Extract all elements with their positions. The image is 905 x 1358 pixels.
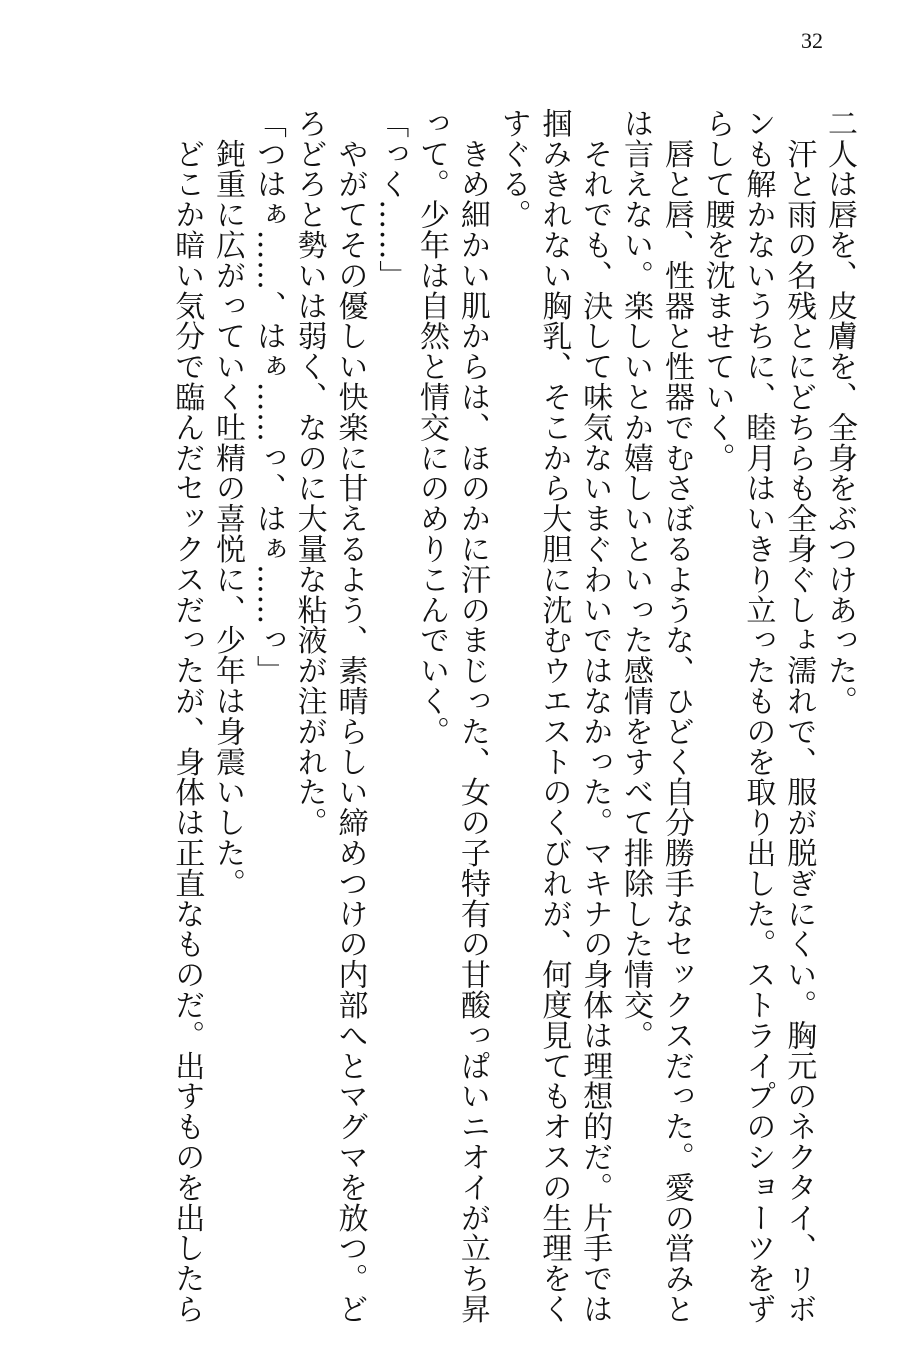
text-line: やがてその優しい快楽に甘えるよう、素晴らしい締めつけの内部へとマグマを放つ。ど	[332, 108, 368, 1324]
text-line: 「つはぁ……、はぁ……っ、はぁ……っ」	[250, 108, 286, 686]
text-line: 掴みきれない胸乳、そこから大胆に沈むウエストのくびれが、何度見てもオスの生理をく	[536, 108, 572, 1324]
text-line: 汗と雨の名残とにどちらも全身ぐしょ濡れで、服が脱ぎにくい。胸元のネクタイ、リボ	[781, 108, 817, 1324]
text-line: 「っく……」	[373, 108, 409, 291]
text-line: ンも解かないうちに、睦月はいきり立ったものを取り出した。ストライプのショーツをず	[740, 108, 776, 1324]
text-line: すぐる。	[495, 108, 531, 230]
text-line: どこか暗い気分で臨んだセックスだったが、身体は正直なものだ。出すものを出したら	[169, 108, 205, 1324]
text-line: 鈍重に広がっていく吐精の喜悦に、少年は身震いした。	[210, 108, 246, 899]
page-number: 32	[801, 28, 823, 53]
text-line: ろどろと勢いは弱く、なのに大量な粘液が注がれた。	[291, 108, 327, 838]
text-line: って。少年は自然と情交にのめりこんでいく。	[414, 108, 450, 747]
text-line: 二人は唇を、皮膚を、全身をぶつけあった。	[822, 108, 857, 716]
body-text	[165, 108, 859, 1324]
text-line: らして腰を沈ませていく。	[699, 108, 735, 473]
text-line: 唇と唇、性器と性器でむさぼるような、ひどく自分勝手なセックスだった。愛の営みと	[658, 108, 694, 1324]
text-line: それでも、決して味気ないまぐわいではなかった。マキナの身体は理想的だ。片手では	[577, 108, 613, 1324]
text-line: は言えない。楽しいとか嬉しいといった感情をすべて排除した情交。	[618, 108, 654, 1051]
text-line: きめ細かい肌からは、ほのかに汗のまじった、女の子特有の甘酸っぱいニオイが立ち昇	[454, 108, 490, 1324]
